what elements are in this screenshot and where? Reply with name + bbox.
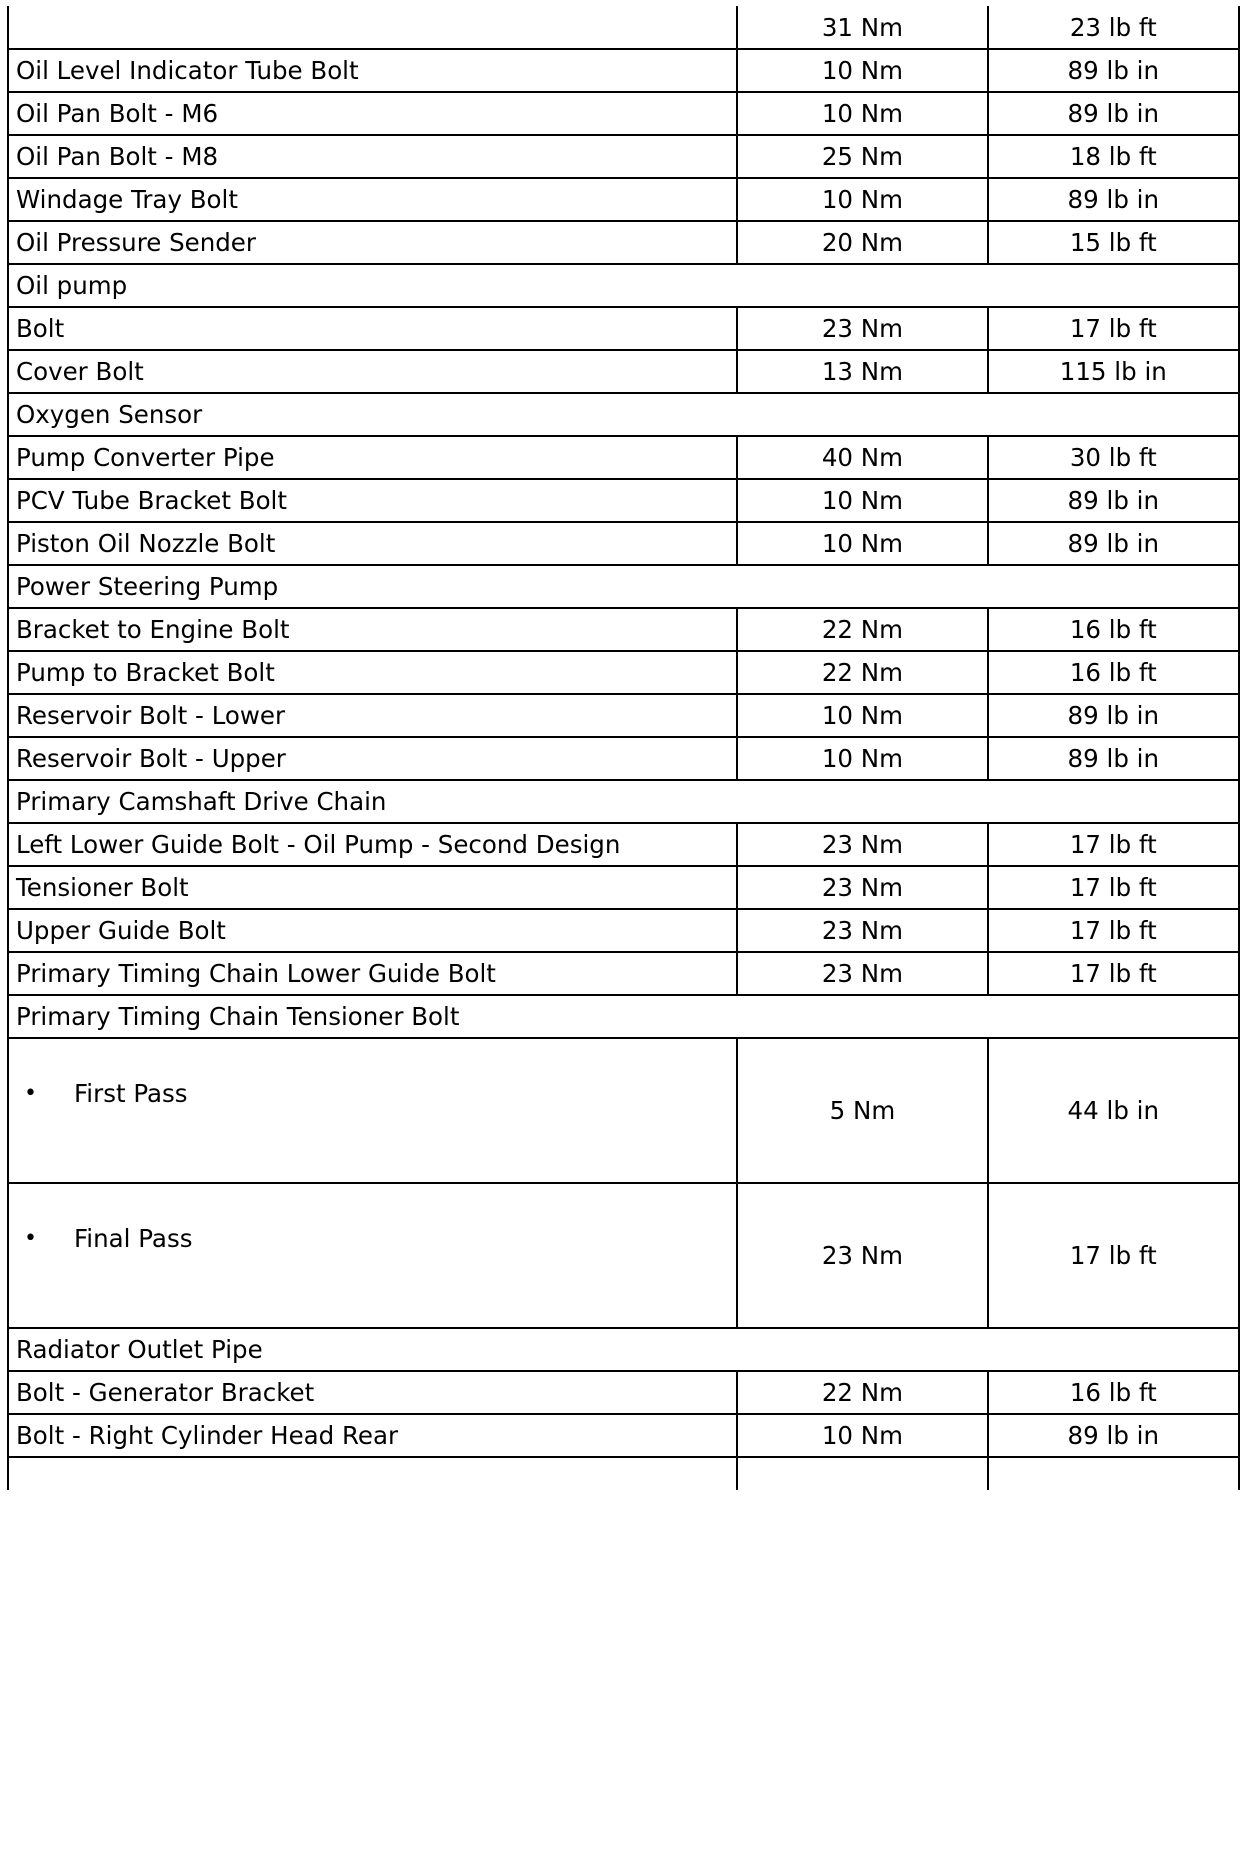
metric-value: 10 Nm — [737, 522, 987, 565]
metric-value: 10 Nm — [737, 479, 987, 522]
english-value: 89 lb in — [988, 522, 1239, 565]
section-header-label: Oxygen Sensor — [8, 393, 1239, 436]
english-value: 89 lb in — [988, 479, 1239, 522]
component-label: Windage Tray Bolt — [8, 178, 737, 221]
component-label: Bolt - Generator Bracket — [8, 1371, 737, 1414]
table-row — [8, 1371, 1239, 1414]
section-header-label: Radiator Outlet Pipe — [8, 1328, 1239, 1371]
table-row — [8, 178, 1239, 221]
metric-value — [737, 1457, 987, 1490]
metric-value: 22 Nm — [737, 608, 987, 651]
metric-value: 23 Nm — [737, 823, 987, 866]
english-value: 17 lb ft — [988, 909, 1239, 952]
metric-value: 40 Nm — [737, 436, 987, 479]
component-label: Reservoir Bolt - Lower — [8, 694, 737, 737]
metric-value: 20 Nm — [737, 221, 987, 264]
table-row — [8, 1457, 1239, 1490]
table-row — [8, 1414, 1239, 1457]
english-value: 89 lb in — [988, 694, 1239, 737]
table-row — [8, 49, 1239, 92]
section-header-row — [8, 393, 1239, 436]
table-row — [8, 479, 1239, 522]
metric-value: 23 Nm — [737, 1183, 987, 1328]
table-row — [8, 737, 1239, 780]
english-value: 16 lb ft — [988, 651, 1239, 694]
bullet-item — [16, 1184, 729, 1327]
english-value: 89 lb in — [988, 1414, 1239, 1457]
english-value: 16 lb ft — [988, 608, 1239, 651]
metric-value: 22 Nm — [737, 1371, 987, 1414]
table-row — [8, 307, 1239, 350]
bullet-step-row — [8, 1183, 1239, 1328]
bullet-step-row — [8, 1038, 1239, 1183]
metric-value: 10 Nm — [737, 92, 987, 135]
section-header-label: Oil pump — [8, 264, 1239, 307]
torque-spec-table-body — [8, 6, 1239, 1490]
table-row — [8, 694, 1239, 737]
step-label: First Pass — [74, 1079, 188, 1108]
component-label: Tensioner Bolt — [8, 866, 737, 909]
table-row — [8, 866, 1239, 909]
metric-value: 13 Nm — [737, 350, 987, 393]
section-header-row — [8, 264, 1239, 307]
component-label: Reservoir Bolt - Upper — [8, 737, 737, 780]
english-value: 89 lb in — [988, 92, 1239, 135]
english-value — [988, 1457, 1239, 1490]
step-label-cell — [8, 1183, 737, 1328]
english-value: 89 lb in — [988, 737, 1239, 780]
section-header-row — [8, 780, 1239, 823]
section-header-row — [8, 995, 1239, 1038]
component-label: Bracket to Engine Bolt — [8, 608, 737, 651]
component-label: Cover Bolt — [8, 350, 737, 393]
table-row — [8, 522, 1239, 565]
component-label: Piston Oil Nozzle Bolt — [8, 522, 737, 565]
table-row — [8, 6, 1239, 49]
english-value: 115 lb in — [988, 350, 1239, 393]
english-value: 17 lb ft — [988, 866, 1239, 909]
metric-value: 10 Nm — [737, 694, 987, 737]
component-label: PCV Tube Bracket Bolt — [8, 479, 737, 522]
metric-value: 10 Nm — [737, 49, 987, 92]
table-row — [8, 135, 1239, 178]
english-value: 30 lb ft — [988, 436, 1239, 479]
table-row — [8, 909, 1239, 952]
bullet-item — [16, 1039, 729, 1182]
english-value: 89 lb in — [988, 49, 1239, 92]
bullet-icon: • — [24, 1081, 37, 1106]
table-row — [8, 608, 1239, 651]
component-label: Oil Pan Bolt - M8 — [8, 135, 737, 178]
english-value: 17 lb ft — [988, 1183, 1239, 1328]
english-value: 17 lb ft — [988, 307, 1239, 350]
component-label: Oil Pressure Sender — [8, 221, 737, 264]
metric-value: 31 Nm — [737, 6, 987, 49]
component-label: Bolt - Right Cylinder Head Rear — [8, 1414, 737, 1457]
torque-spec-table — [7, 6, 1240, 1490]
component-label: Primary Timing Chain Lower Guide Bolt — [8, 952, 737, 995]
table-row — [8, 436, 1239, 479]
metric-value: 23 Nm — [737, 952, 987, 995]
component-label: Pump Converter Pipe — [8, 436, 737, 479]
english-value: 15 lb ft — [988, 221, 1239, 264]
table-row — [8, 651, 1239, 694]
english-value: 16 lb ft — [988, 1371, 1239, 1414]
english-value: 44 lb in — [988, 1038, 1239, 1183]
section-header-label: Primary Camshaft Drive Chain — [8, 780, 1239, 823]
metric-value: 10 Nm — [737, 178, 987, 221]
english-value: 89 lb in — [988, 178, 1239, 221]
metric-value: 23 Nm — [737, 866, 987, 909]
metric-value: 25 Nm — [737, 135, 987, 178]
component-label: Oil Level Indicator Tube Bolt — [8, 49, 737, 92]
metric-value: 10 Nm — [737, 737, 987, 780]
component-label: Pump to Bracket Bolt — [8, 651, 737, 694]
english-value: 17 lb ft — [988, 952, 1239, 995]
table-row — [8, 823, 1239, 866]
english-value: 17 lb ft — [988, 823, 1239, 866]
table-row — [8, 221, 1239, 264]
metric-value: 23 Nm — [737, 909, 987, 952]
bullet-icon: • — [24, 1226, 37, 1251]
section-header-label: Primary Timing Chain Tensioner Bolt — [8, 995, 1239, 1038]
step-label: Final Pass — [74, 1224, 193, 1253]
component-label: Bolt — [8, 307, 737, 350]
component-label: Left Lower Guide Bolt - Oil Pump - Second Design — [8, 823, 737, 866]
english-value: 18 lb ft — [988, 135, 1239, 178]
english-value: 23 lb ft — [988, 6, 1239, 49]
component-label: Upper Guide Bolt — [8, 909, 737, 952]
component-label — [8, 1457, 737, 1490]
table-row — [8, 952, 1239, 995]
section-header-row — [8, 565, 1239, 608]
step-label-cell — [8, 1038, 737, 1183]
section-header-row — [8, 1328, 1239, 1371]
table-row — [8, 350, 1239, 393]
component-label: Oil Pan Bolt - M6 — [8, 92, 737, 135]
metric-value: 5 Nm — [737, 1038, 987, 1183]
metric-value: 22 Nm — [737, 651, 987, 694]
metric-value: 23 Nm — [737, 307, 987, 350]
metric-value: 10 Nm — [737, 1414, 987, 1457]
section-header-label: Power Steering Pump — [8, 565, 1239, 608]
table-row — [8, 92, 1239, 135]
component-label — [8, 6, 737, 49]
